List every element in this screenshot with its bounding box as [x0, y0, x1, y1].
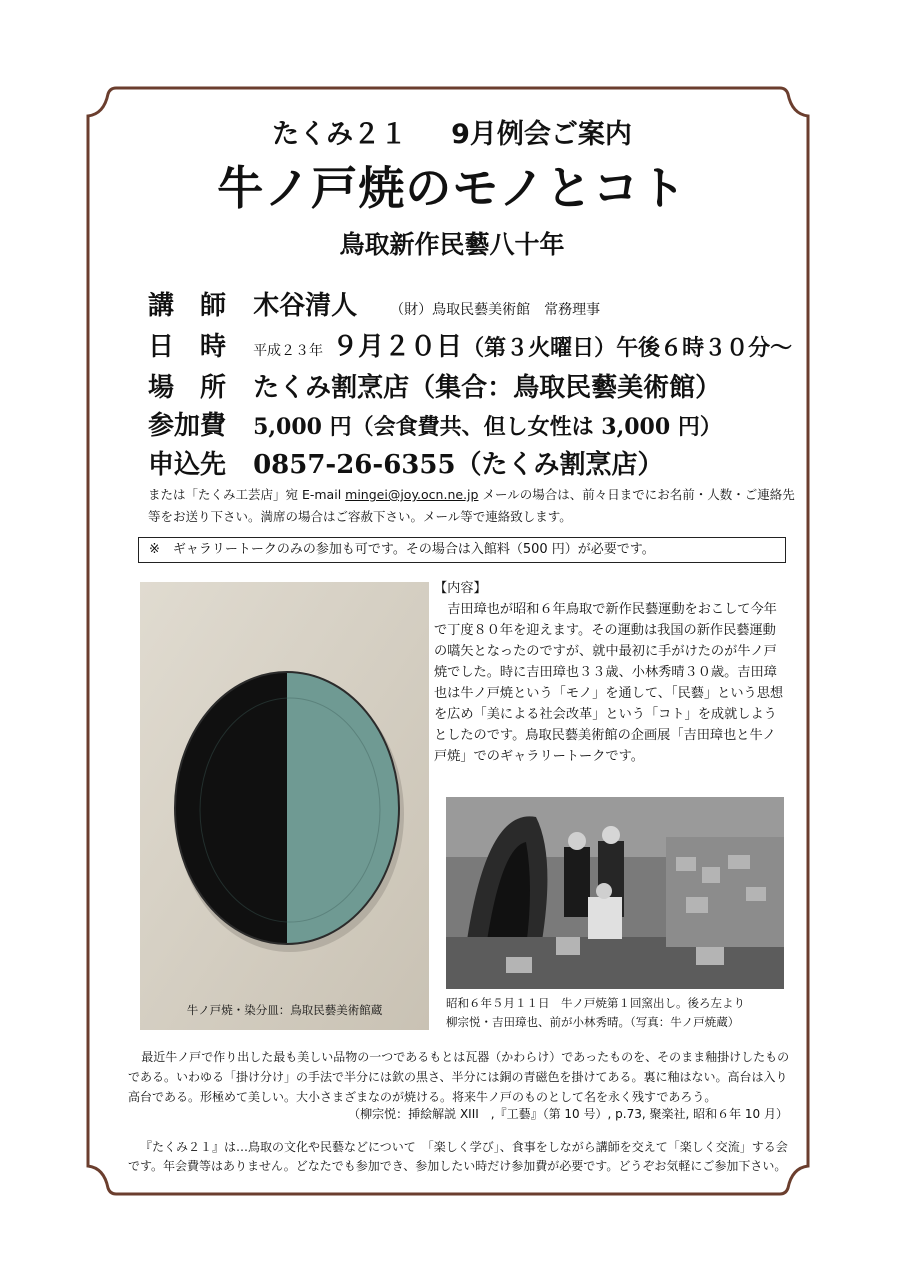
fee-row	[148, 405, 722, 442]
lecturer-name: 木谷清人	[253, 291, 358, 321]
email-note-after: メールの場合は、前々日までにお名前・人数・ご連絡先等をお送り下さい。満席の場合はご容赦下さい。メール等で連絡致します。	[148, 487, 795, 524]
apply-label: 申込先	[148, 450, 227, 480]
apply-value: 0857-26-6355（たくみ割烹店）	[253, 450, 664, 480]
kiln-photo-caption	[446, 994, 806, 1032]
quote-body: 最近牛ノ戸で作り出した最も美しい品物の一つであるもとは瓦器（かわらけ）であったものを、そのまま釉掛けしたものである。いわゆる「掛け分け」の手法で半分には欽の黒さ、半分には銅の青磁色を掛けてある。裏に釉はない。高台は入り高台である。形極めて美しい。大小さまざまなのが焼ける。将来牛ノ戸のものとして名を永く残すであろう。	[128, 1050, 790, 1104]
place-label: 場 所	[148, 373, 227, 403]
datetime-rest: （第３火曜日）午後６時３０分～	[462, 335, 793, 361]
event-heading	[0, 112, 904, 151]
email-link[interactable]: mingei@joy.ocn.ne.jp	[345, 487, 479, 502]
quote-citation: （柳宗悦：挿絵解説 XIII ,『工藝』（第 10 号）, p.73, 聚楽社, 昭和６年 10 月）	[348, 1107, 788, 1121]
lecturer-row	[148, 285, 600, 322]
datetime-label: 日 時	[148, 332, 227, 362]
datetime-row	[148, 326, 792, 363]
content-body: 吉田璋也が昭和６年鳥取で新作民藝運動をおこして今年で丁度８０年を迎えます。その運動は我国の新作民藝運動の嚆矢となったのですが、就中最初に手がけたのが牛ノ戸焼でした。時に吉田璋也３３歳、小林秀晴３０歳。吉田璋也は牛ノ戸焼という「モノ」を通して、「民藝」という思想を広め「美による社会改革」という「コト」を成就しようとしたのです。鳥取民藝美術館の企画展「吉田璋也と牛ノ戸焼」でのギャラリートークです。	[434, 602, 784, 764]
page-title: 牛ノ戸焼のモノとコト	[217, 161, 687, 215]
page-subtitle: 鳥取新作民藝八十年	[339, 230, 565, 259]
footer-note	[128, 1138, 796, 1176]
email-note-before: または「たくみ工芸店」宛 E-mail	[148, 487, 342, 502]
footer-text: 『たくみ２１』は…鳥取の文化や民藝などについて 「楽しく学び」、食事をしながら講師を交えて「楽しく交流」する会です。年会費等はありません。どなたでも参加でき、参加したい時だけ参加費が必要です。どうぞお気軽にご参加下さい。	[128, 1140, 788, 1173]
datetime-era: 平成２３年	[253, 343, 324, 359]
place-row	[148, 367, 721, 404]
gallery-talk-note: ※ ギャラリートークのみの参加も可です。その場合は入館料（500 円）が必要です。	[138, 537, 786, 563]
lecturer-label: 講 師	[148, 291, 227, 321]
content-heading: 【内容】	[434, 581, 487, 596]
plate-photo	[140, 582, 429, 1030]
lecturer-affiliation: （財）鳥取民藝美術館 常務理事	[390, 302, 601, 318]
email-note	[148, 484, 800, 528]
group-name: たくみ２１	[272, 119, 408, 150]
yanagi-quote	[128, 1047, 792, 1107]
plate-photo-caption: 牛ノ戸焼・染分皿：鳥取民藝美術館蔵	[186, 1003, 383, 1017]
apply-row	[148, 444, 664, 481]
datetime-date: ９月２０日	[332, 332, 463, 362]
kiln-caption-line2: 柳宗悦・吉田璋也、前が小林秀晴。（写真：牛ノ戸焼蔵）	[446, 1015, 740, 1029]
fee-value: 5,000 円（会食費共、但し女性は 3,000 円）	[253, 414, 722, 440]
place-value: たくみ割烹店（集合：鳥取民藝美術館）	[253, 373, 722, 403]
meeting-notice: 9月例会ご案内	[451, 119, 632, 150]
kiln-caption-line1: 昭和６年５月１１日 牛ノ戸焼第１回窯出し。後ろ左より	[446, 996, 745, 1010]
content-section	[434, 578, 784, 767]
kiln-photo	[446, 797, 784, 989]
fee-label: 参加費	[148, 411, 227, 441]
